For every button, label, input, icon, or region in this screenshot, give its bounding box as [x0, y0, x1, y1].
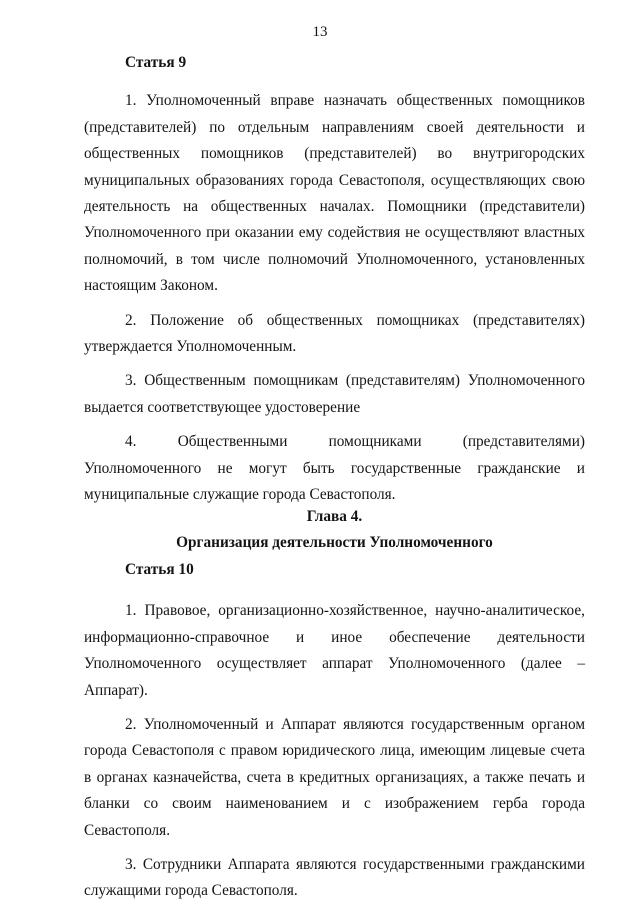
article-10-paragraph-2: 2. Уполномоченный и Аппарат являются государственным органом города Севастополя с правом юридического лица, имеющим лицевые счета в органах казначейства, счета в кредитных организациях, а также печать и бланки со своим наименованием и с изображением герба города Севастополя.	[84, 716, 585, 839]
chapter-4	[84, 504, 585, 557]
article-10-paragraph-1: 1. Правовое, организационно-хозяйственное, научно-аналитическое, информационно-справочное и иное обеспечение деятельности Уполномоченного осуществляет аппарат Уполномоченного (далее – Аппарат).	[84, 602, 585, 699]
article-10	[84, 557, 585, 913]
page-number: 13	[312, 24, 328, 40]
article-9-paragraph-1: 1. Уполномоченный вправе назначать общественных помощников (представителей) по отдельным направлениям своей деятельности и общественных помощников (представителей) во внутригородских муниципальных образованиях города Севастополя, осуществляющих свою деятельность на общественных началах. Помощники (представители) Уполномоченного при оказании ему содействия не осуществляют властных полномочий, в том числе полномочий Уполномоченного, установленных настоящим Законом.	[84, 92, 585, 295]
article-10-heading: Статья 10	[125, 561, 194, 578]
article-9-paragraph-3: 3. Общественным помощникам (представителям) Уполномоченного выдается соответствующее удостоверение	[84, 372, 585, 416]
article-9	[84, 50, 585, 517]
chapter-number: Глава 4.	[306, 508, 363, 525]
article-9-heading: Статья 9	[125, 54, 187, 71]
article-10-paragraph-3: 3. Сотрудники Аппарата являются государственными гражданскими служащими города Севастополя.	[84, 856, 585, 900]
chapter-title: Организация деятельности Уполномоченного	[176, 534, 493, 552]
article-9-paragraph-4: 4. Общественными помощниками (представителями) Уполномоченного не могут быть государственные гражданские и муниципальные служащие города Севастополя.	[84, 433, 585, 504]
article-9-paragraph-2: 2. Положение об общественных помощниках (представителях) утверждается Уполномоченным.	[84, 311, 585, 356]
